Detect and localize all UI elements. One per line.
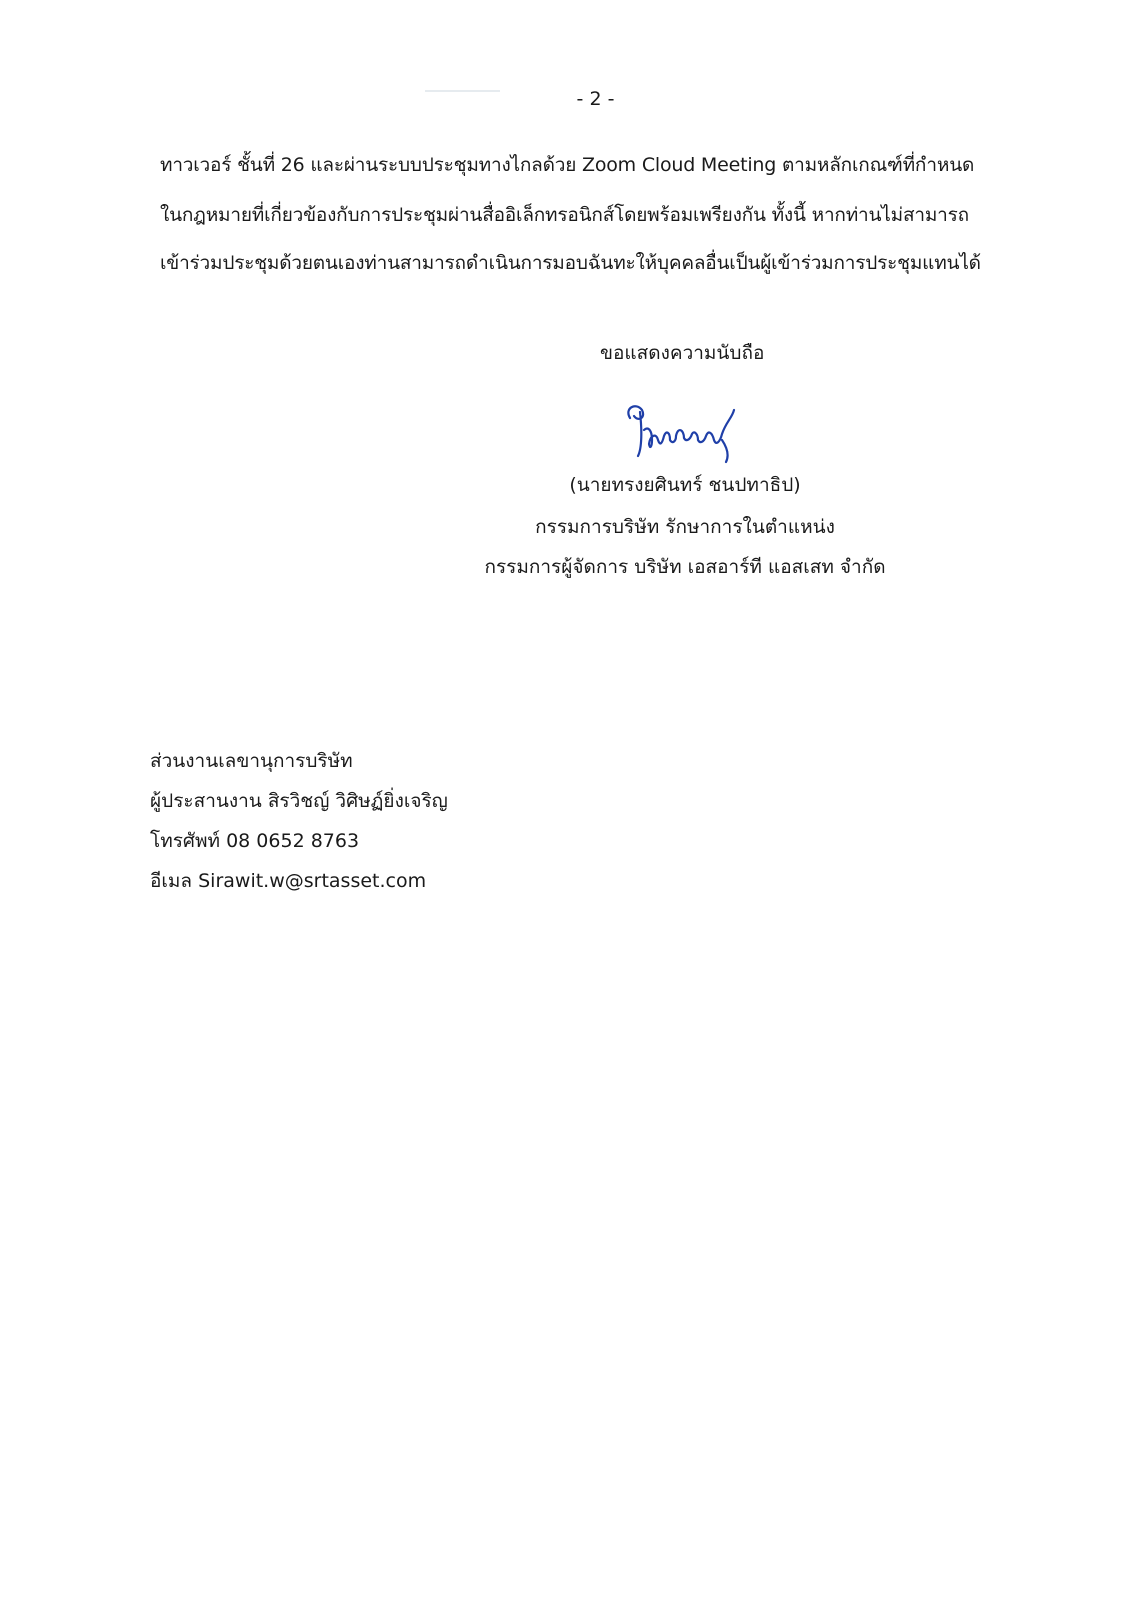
closing-salutation: ขอแสดงความนับถือ xyxy=(600,342,765,364)
signer-name: (นายทรงยศินทร์ ชนปทาธิป) xyxy=(569,474,801,496)
signer-title-1: กรรมการบริษัท รักษาการในตำแหน่ง xyxy=(535,516,835,538)
contact-coordinator: ผู้ประสานงาน สิรวิชญ์ วิศิษฏ์ยิ่งเจริญ xyxy=(150,790,448,812)
page-number: - 2 - xyxy=(576,88,615,110)
contact-email: อีเมล Sirawit.w@srtasset.com xyxy=(150,870,427,892)
contact-department: ส่วนงานเลขานุการบริษัท xyxy=(150,750,353,772)
signer-title-2: กรรมการผู้จัดการ บริษัท เอสอาร์ที แอสเสท จำกัด xyxy=(484,556,886,578)
body-line-3: เข้าร่วมประชุมด้วยตนเองท่านสามารถดำเนินการมอบฉันทะให้บุคคลอื่นเป็นผู้เข้าร่วมการประชุมแทนได้ xyxy=(160,252,981,274)
body-line-2: ในกฎหมายที่เกี่ยวข้องกับการประชุมผ่านสื่ออิเล็กทรอนิกส์โดยพร้อมเพรียงกัน ทั้งนี้ หากท่านไม่สามารถ xyxy=(160,204,969,226)
handwritten-signature xyxy=(622,400,752,472)
body-line-1: ทาวเวอร์ ชั้นที่ 26 และผ่านระบบประชุมทางไกลด้วย Zoom Cloud Meeting ตามหลักเกณฑ์ที่กำหนด xyxy=(160,154,975,176)
contact-phone: โทรศัพท์ 08 0652 8763 xyxy=(150,830,360,852)
